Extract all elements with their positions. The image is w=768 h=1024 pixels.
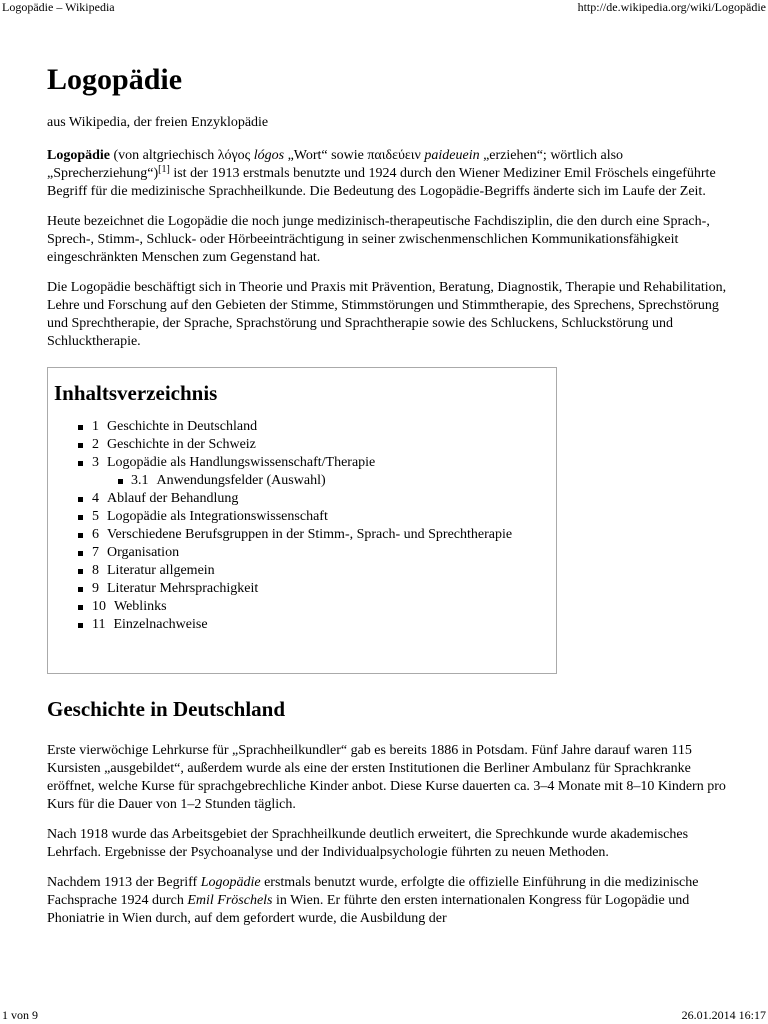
toc-list [54,418,556,634]
toc-item[interactable]: 11 Einzelnachweise [54,616,556,634]
bullet-icon [78,515,83,520]
toc-subitem[interactable]: 3.1 Anwendungsfelder (Auswahl) [54,472,556,490]
paragraph-3: Die Logopädie beschäftigt sich in Theorie und Praxis mit Prävention, Beratung, Diagnostik, Therapie und Rehabilitation, Lehre und Forschung auf den Gebieten der Stimme, Stimmstörungen und Stimmtherapie, des Sprechens, Sprechstörung und Sprechtherapie, der Sprache, Sprachstörung und Sprachtherapie sowie des Schluckens, Schluckstörung und Schlucktherapie. [47,280,727,349]
section-paragraph-3: Nachdem 1913 der Begriff Logopädie erstmals benutzt wurde, erfolgte die offizielle Einführung in die medizinische Fachsprache 1924 durch Emil Fröschels in Wien. Er führte den ersten internationalen Kongress für Logopädie und Phoniatrie in Wien durch, auf dem gefordert wurde, die Ausbildung der [47,875,699,926]
bullet-icon [78,569,83,574]
paragraph-2: Heute bezeichnet die Logopädie die noch junge medizinisch-therapeutische Fachdisziplin, die den durch eine Sprach-, Sprech-, Stimm-, Schluck- oder Hörbeeinträchtigung in seiner zwischenmenschlichen Kommunikationsfähigkeit eingeschränkten Menschen zum Gegenstand hat. [47,214,710,265]
logos-translit: lógos [253,148,285,163]
bullet-icon [118,479,123,484]
toc-title: Inhaltsverzeichnis [54,381,218,405]
bullet-icon [78,551,83,556]
table-of-contents [47,367,557,674]
section-heading: Geschichte in Deutschland [47,697,286,721]
bullet-icon [78,497,83,502]
toc-item[interactable]: 5 Logopädie als Integrationswissenschaft [54,508,556,526]
toc-item[interactable]: 1 Geschichte in Deutschland [54,418,556,436]
article-content [47,60,727,928]
bullet-icon [78,623,83,628]
bullet-icon [78,587,83,592]
intro-term: Logopädie [47,148,111,163]
bullet-icon [78,443,83,448]
toc-item[interactable]: 6 Verschiedene Berufsgruppen in der Stimm-, Sprach- und Sprechtherapie [54,526,556,544]
bullet-icon [78,533,83,538]
toc-item[interactable]: 2 Geschichte in der Schweiz [54,436,556,454]
bullet-icon [78,461,83,466]
toc-item[interactable]: 9 Literatur Mehrsprachigkeit [54,580,556,598]
reference-link[interactable]: [1] [158,164,170,175]
bullet-icon [78,425,83,430]
toc-item[interactable]: 4 Ablauf der Behandlung [54,490,556,508]
header-url: http://de.wikipedia.org/wiki/Logopädie [577,0,766,14]
toc-item[interactable]: 8 Literatur allgemein [54,562,556,580]
article-subtitle: aus Wikipedia, der freien Enzyklopädie [47,115,269,130]
page-counter: 1 von 9 [2,1008,38,1022]
section-paragraph-1: Erste vierwöchige Lehrkurse für „Sprachheilkundler“ gab es bereits 1886 in Potsdam. Fünf Jahre darauf waren 115 Kursisten „ausgebildet“, außerdem wurde als eine der ersten Institutionen die Berliner Ambulanz für Sprachkranke eröffnet, welche Kurse für sprachgebrechliche Kinder anbot. Diese Kurse dauerten ca. 3–4 Monate mit 8–10 Kindern pro Kurs für die Dauer von 1–2 Stunden täglich. [47,743,726,812]
page-title: Logopädie [47,63,183,96]
person-name: Emil Fröschels [187,893,273,908]
term-logopaedie: Logopädie [200,875,261,890]
intro-paragraph: Logopädie (von altgriechisch λόγος lógos „Wort“ sowie παιδεύειν paideuein „erziehen“; wörtlich also „Sprecherziehung“)[1] ist der 1913 erstmals benutzte und 1924 durch den Wiener Mediziner Emil Fröschels eingeführte Begriff für die medizinische Sprachheilkunde. Die Bedeutung des Logopädie-Begriffs änderte sich im Laufe der Zeit. [47,148,716,199]
print-footer [0,1006,768,1024]
bullet-icon [78,605,83,610]
toc-item[interactable]: 3 Logopädie als Handlungswissenschaft/Therapie [54,454,556,472]
section-paragraph-2: Nach 1918 wurde das Arbeitsgebiet der Sprachheilkunde deutlich erweitert, die Sprechkunde wurde akademisches Lehrfach. Ergebnisse der Psychoanalyse und der Individualpsychologie führten zu neuen Methoden. [47,827,689,860]
toc-item[interactable]: 7 Organisation [54,544,556,562]
print-timestamp: 26.01.2014 16:17 [681,1008,766,1022]
toc-item[interactable]: 10 Weblinks [54,598,556,616]
print-header [0,0,768,16]
paideuein-translit: paideuein [424,148,480,163]
header-page-title: Logopädie – Wikipedia [2,0,115,14]
